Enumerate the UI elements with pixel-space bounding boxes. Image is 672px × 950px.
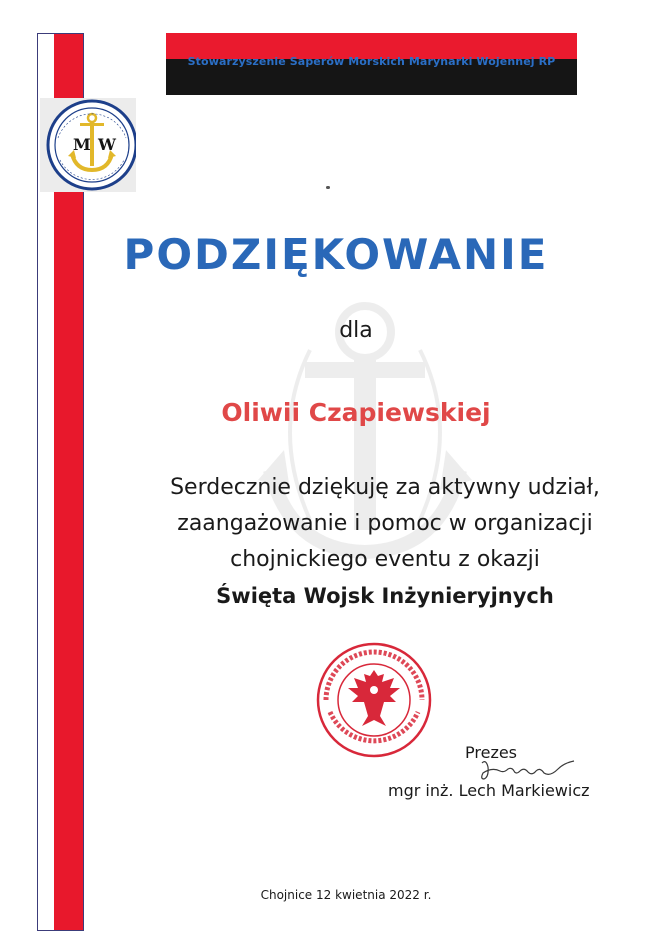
logo-letter-m: M [73,135,91,154]
place-and-date: Chojnice 12 kwietnia 2022 r. [260,888,432,902]
certificate-title: PODZIĘKOWANIE [123,230,549,279]
anchor-mw-logo-icon [40,98,136,192]
association-name: Stowarzyszenie Saperów Morskich Marynarki Wojennej RP [187,55,556,68]
message-line: chojnickiego eventu z okazji [230,547,540,572]
for-word: dla [339,318,373,343]
handwritten-signature [478,757,578,783]
message-body [95,470,672,614]
message-line: Serdecznie dziękuję za aktywny udział, [170,475,600,500]
message-line: zaangażowanie i pomoc w organizacji [177,511,593,536]
logo-letter-w: W [98,135,116,154]
association-logo [40,98,136,192]
scan-speck [326,186,330,189]
header-banner [166,33,577,95]
signatory-role: Prezes [465,743,518,762]
eagle-seal-icon [312,640,436,760]
recipient-name: Oliwii Czapiewskiej [221,398,491,427]
event-name: Święta Wojsk Inżynieryjnych [216,584,554,608]
signatory-name: mgr inż. Lech Markiewicz [388,781,590,800]
